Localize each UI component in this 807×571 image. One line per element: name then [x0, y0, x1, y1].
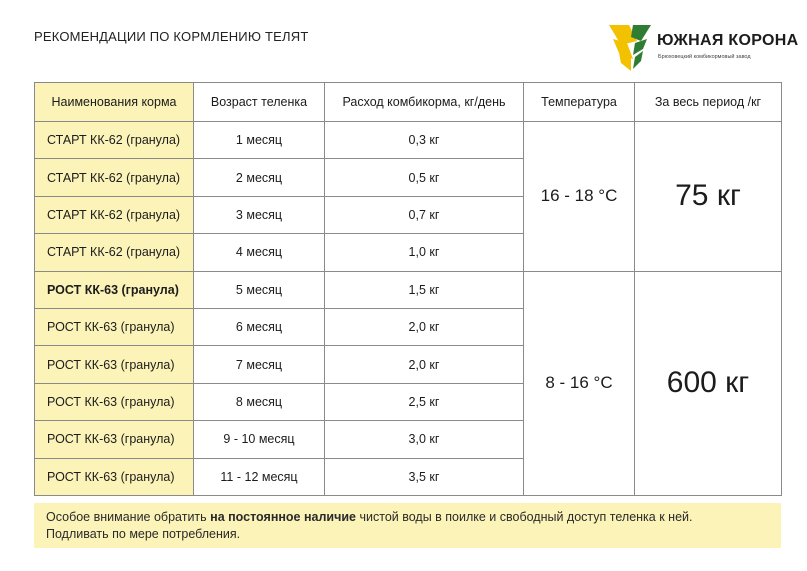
calf-age: 3 месяц: [194, 196, 325, 233]
calf-age: 4 месяц: [194, 234, 325, 271]
feed-name: СТАРТ КК-62 (гранула): [35, 122, 194, 159]
calf-age: 7 месяц: [194, 346, 325, 383]
brand-subtitle: Брюховецкий комбикормовый завод: [658, 54, 751, 60]
calf-age: 6 месяц: [194, 308, 325, 345]
note-text: чистой воды в поилке и свободный доступ теленка к ней.: [356, 510, 693, 524]
period-total: 75 кг: [635, 122, 782, 272]
feed-rate: 3,5 кг: [325, 458, 524, 495]
period-total: 600 кг: [635, 271, 782, 495]
note-line-2: Подливать по мере потребления.: [46, 527, 241, 541]
column-header: Температура: [524, 83, 635, 122]
page-title: РЕКОМЕНДАЦИИ ПО КОРМЛЕНИЮ ТЕЛЯТ: [34, 29, 309, 44]
note-emphasis: на постоянное наличие: [210, 510, 357, 524]
brand-name: ЮЖНАЯ КОРОНА: [657, 32, 799, 49]
feed-name: РОСТ КК-63 (гранула): [35, 346, 194, 383]
temperature-range: 8 - 16 °С: [524, 271, 635, 495]
feed-rate: 2,0 кг: [325, 308, 524, 345]
feed-name: СТАРТ КК-62 (гранула): [35, 159, 194, 196]
feed-rate: 3,0 кг: [325, 421, 524, 458]
table-header: [35, 83, 782, 122]
column-header: Расход комбикорма, кг/день: [325, 83, 524, 122]
feed-rate: 1,0 кг: [325, 234, 524, 271]
feed-name: РОСТ КК-63 (гранула): [35, 458, 194, 495]
column-header: Наименования корма: [35, 83, 194, 122]
calf-age: 8 месяц: [194, 383, 325, 420]
feed-rate: 0,3 кг: [325, 122, 524, 159]
feed-name: СТАРТ КК-62 (гранула): [35, 196, 194, 233]
temperature-range: 16 - 18 °С: [524, 122, 635, 272]
feed-rate: 0,7 кг: [325, 196, 524, 233]
calf-age: 1 месяц: [194, 122, 325, 159]
table-row: [35, 122, 782, 159]
column-header: Возраст теленка: [194, 83, 325, 122]
feed-rate: 2,5 кг: [325, 383, 524, 420]
water-note: [34, 503, 781, 548]
feed-name: РОСТ КК-63 (гранула): [35, 271, 194, 308]
note-line-1: [46, 509, 781, 526]
calf-age: 5 месяц: [194, 271, 325, 308]
calf-age: 9 - 10 месяц: [194, 421, 325, 458]
calf-age: 11 - 12 месяц: [194, 458, 325, 495]
feed-rate: 2,0 кг: [325, 346, 524, 383]
brand-logo: [607, 23, 799, 73]
wheat-icon: [607, 23, 653, 73]
column-header: За весь период /кг: [635, 83, 782, 122]
feed-name: СТАРТ КК-62 (гранула): [35, 234, 194, 271]
feed-rate: 0,5 кг: [325, 159, 524, 196]
feed-name: РОСТ КК-63 (гранула): [35, 421, 194, 458]
feeding-table: [34, 82, 782, 496]
table-row: [35, 271, 782, 308]
feed-rate: 1,5 кг: [325, 271, 524, 308]
feed-name: РОСТ КК-63 (гранула): [35, 308, 194, 345]
feed-name: РОСТ КК-63 (гранула): [35, 383, 194, 420]
note-text: Особое внимание обратить: [46, 510, 211, 524]
calf-age: 2 месяц: [194, 159, 325, 196]
